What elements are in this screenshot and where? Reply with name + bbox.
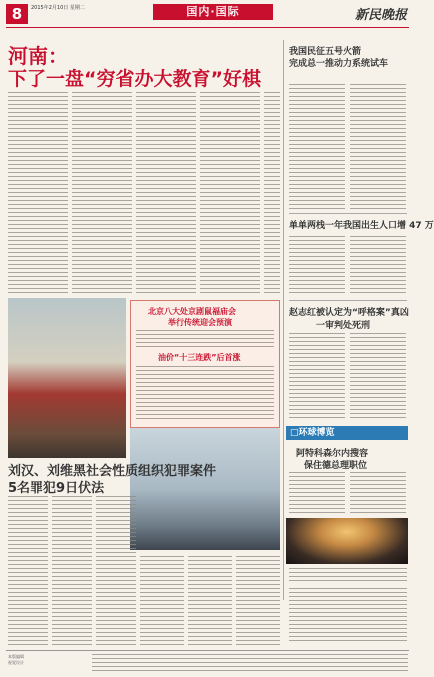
footer-editor-line-2: 视觉设计	[8, 660, 24, 665]
column-divider	[283, 40, 284, 600]
lead-story-body-col-1	[8, 92, 68, 294]
right-story-2-body-b	[350, 236, 406, 296]
blog-story-title-line-1: 阿特科森尔内搜容	[296, 449, 369, 459]
bottom-story-body-col-4	[140, 556, 184, 646]
redbox-body-1	[136, 330, 274, 348]
right-divider-2	[289, 300, 407, 301]
bottom-story-body-col-2	[52, 496, 92, 646]
redbox-title-line-2: 举行传统迎会预演	[168, 318, 232, 327]
header-rule	[6, 27, 409, 28]
bottom-story-title-line-2: 5名罪犯9日伏法	[8, 481, 105, 496]
issue-date: 2015年2月10日 星期二	[31, 5, 85, 11]
bottom-story-body-col-5	[188, 556, 232, 646]
footer-rule	[6, 650, 409, 651]
bottom-story-title-line-1: 刘汉、刘维黑社会性质组织犯罪案件	[8, 464, 217, 479]
lead-story-title-line-2: 下了一盘“穷省办大教育”好棋	[8, 68, 261, 90]
verdict-story-title-line-2: 一审判处死刑	[316, 321, 371, 331]
temple-fair-photo	[8, 298, 126, 458]
verdict-story-title-line-1: 赵志红被认定为“呼格案”真凶	[289, 308, 409, 318]
right-story-1-body-a	[289, 84, 345, 209]
lead-story-title-line-1: 河南：	[8, 44, 68, 68]
page-number: 8	[6, 4, 28, 24]
redbox-body-2	[136, 366, 274, 422]
bottom-story-body-col-6	[236, 556, 280, 646]
blog-story-title-line-2: 保住德总理职位	[304, 461, 368, 471]
blog-story-body-b	[350, 472, 406, 516]
blog-story-body-c	[289, 588, 407, 644]
redbox-title-line-1: 北京八大处京剧鼠福庙会	[148, 307, 236, 316]
night-crowd-photo	[286, 518, 408, 564]
right-story-2-body-a	[289, 236, 345, 296]
footer-editors	[8, 654, 88, 666]
blog-story-body-a	[289, 472, 345, 516]
right-story-1-subtitle: 完成总一推动力系统试车	[289, 59, 389, 69]
lead-story-body-col-3	[136, 92, 196, 294]
right-divider-1	[289, 213, 407, 214]
verdict-story-body-b	[350, 333, 406, 421]
bottom-story-body-col-1	[8, 496, 48, 646]
footer-editor-line-1: 本版编辑	[8, 654, 24, 659]
lead-story-body-col-4	[200, 92, 260, 294]
gas-station-photo	[130, 428, 280, 550]
environment-blog-banner: □环球博览	[286, 426, 408, 440]
lead-story-body-col-2	[72, 92, 132, 294]
lead-story-body-col-5	[264, 92, 280, 294]
verdict-story-body-a	[289, 333, 345, 421]
footer-info	[92, 654, 408, 672]
redbox-title-line-3: 油价“十三连跌”后首涨	[158, 353, 241, 362]
right-story-1-body-b	[350, 84, 406, 209]
right-story-1-title: 我国民征五号火箭	[289, 47, 362, 57]
newspaper-masthead: 新民晚报	[354, 8, 407, 23]
section-title: 国内·国际	[153, 4, 273, 20]
bottom-story-body-col-3	[96, 496, 136, 646]
right-story-2-title: 单单两栈一年我国出生人口增 47 万	[289, 221, 434, 231]
blog-photo-caption	[289, 568, 407, 584]
